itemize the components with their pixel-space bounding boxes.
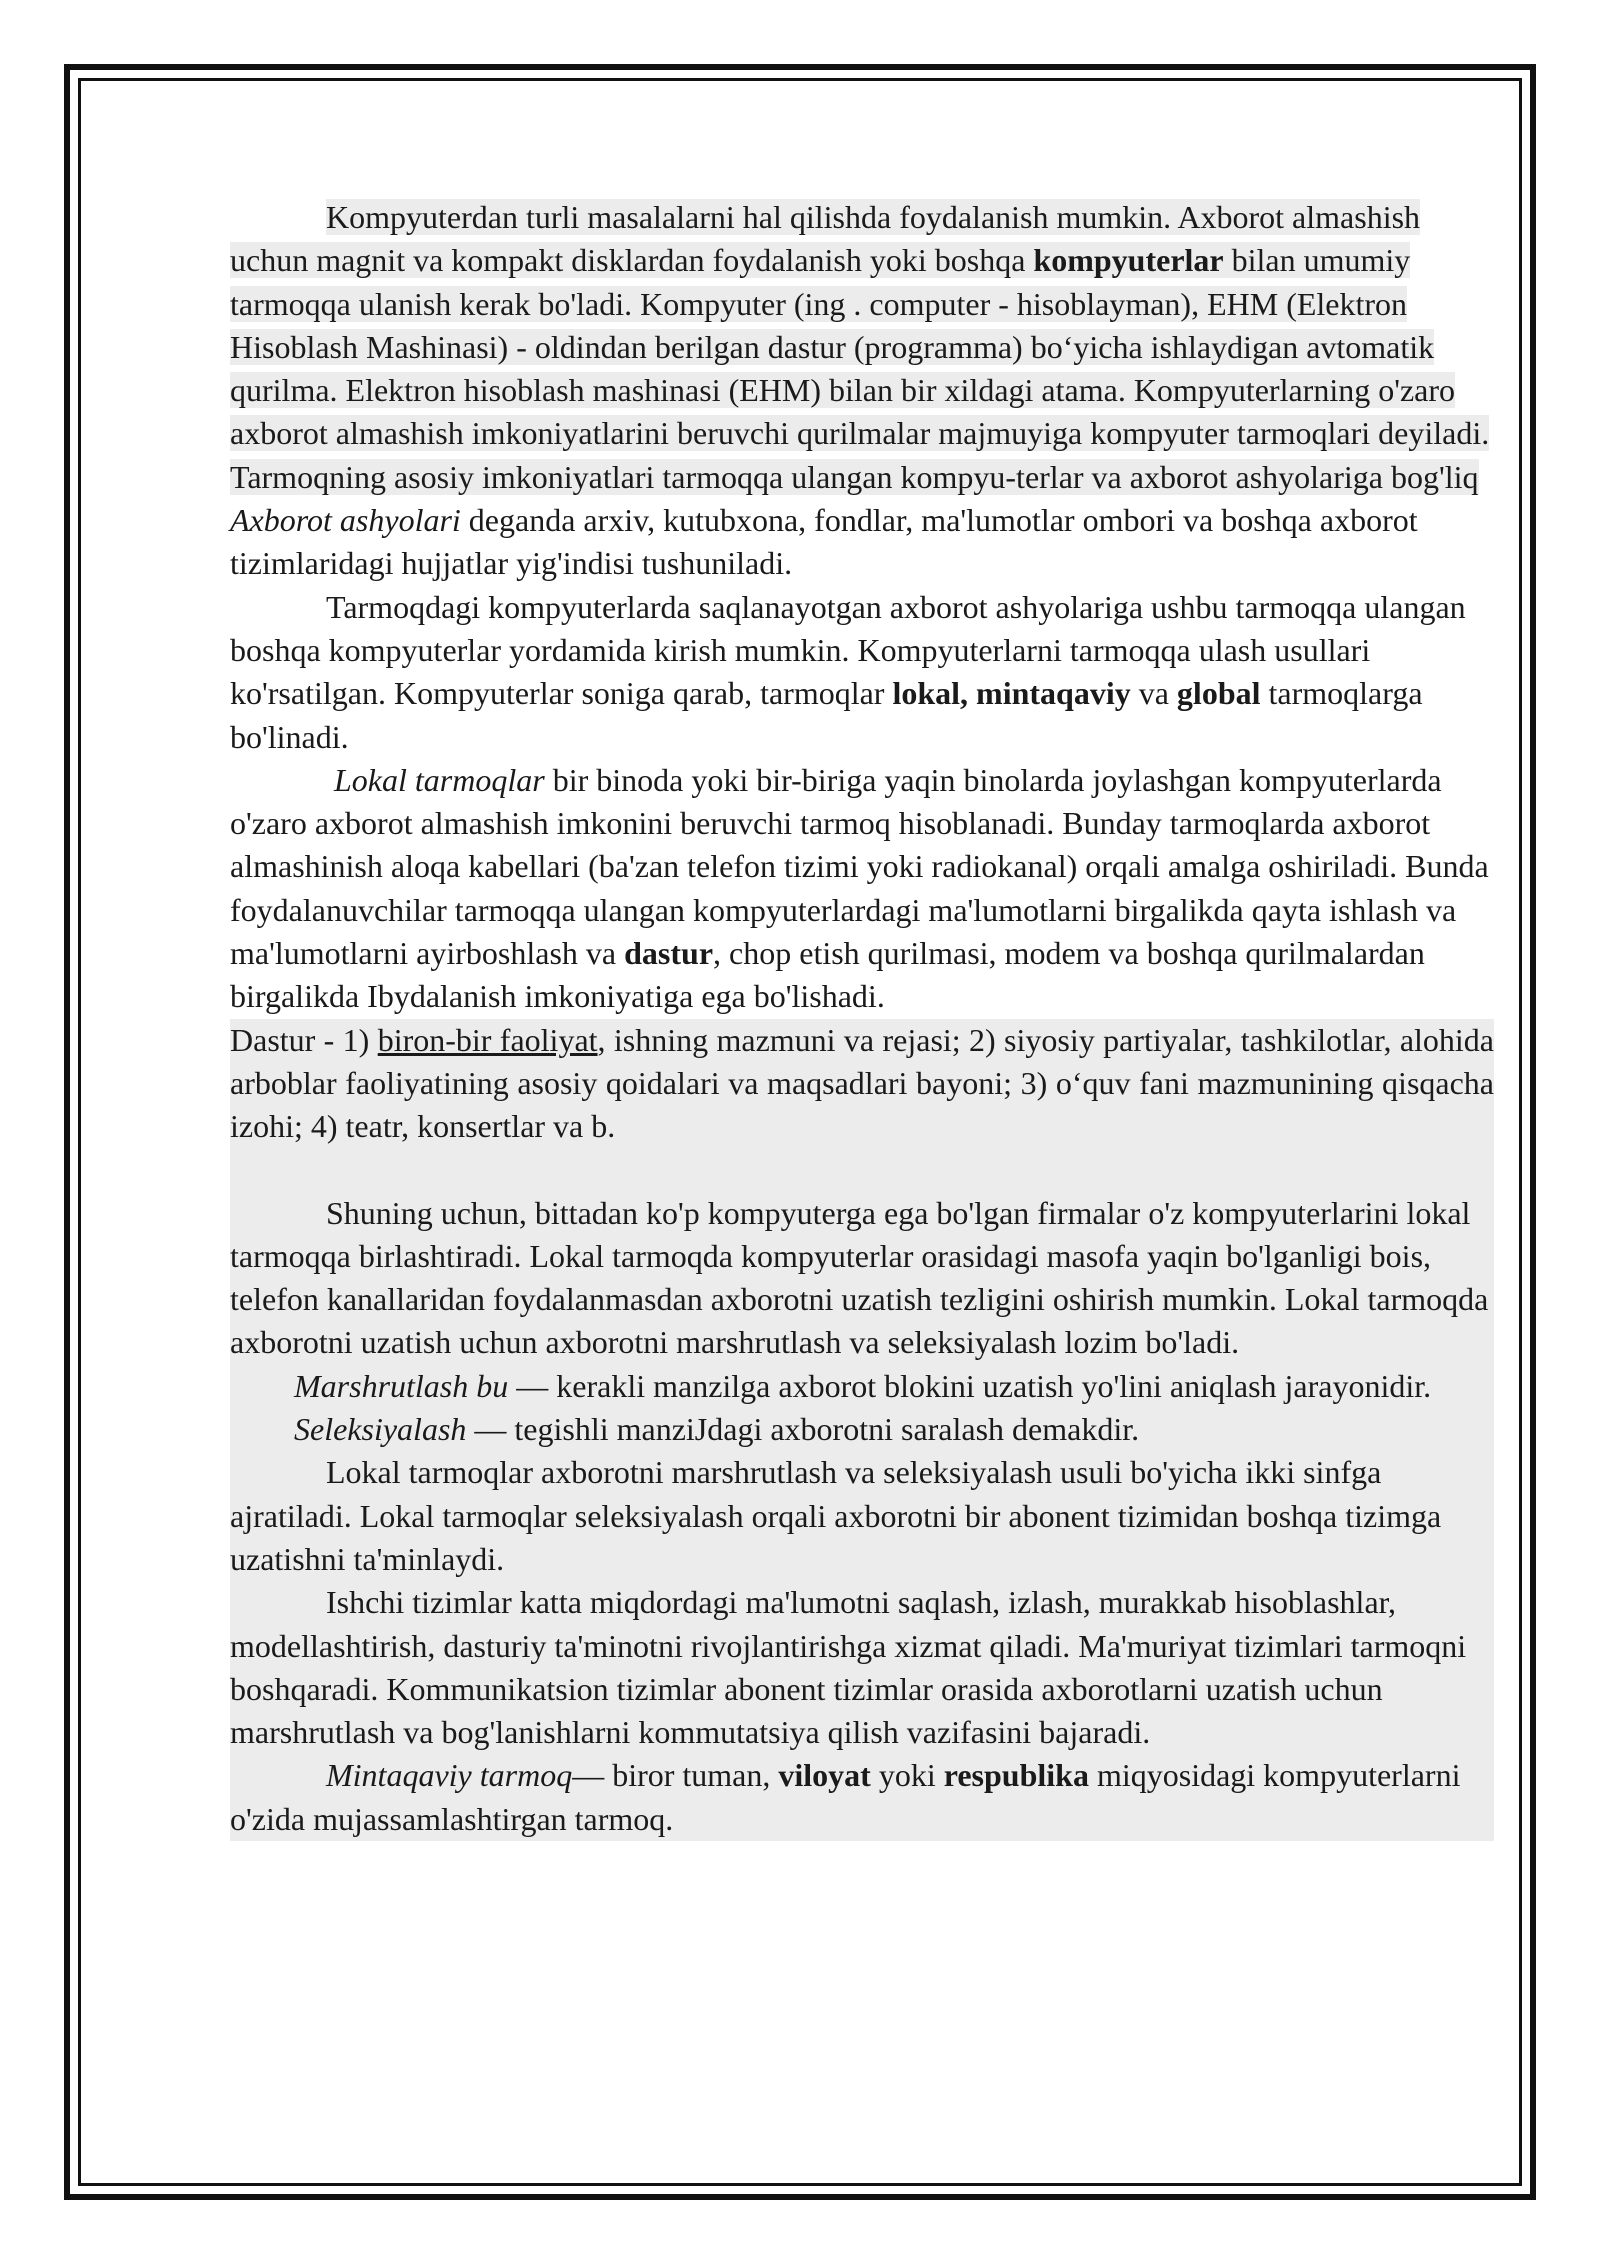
bold-term: kompyuterlar: [1033, 242, 1224, 279]
document-body: [230, 196, 1494, 1841]
text: tarmoqlarga bo'linadi.: [230, 675, 1423, 755]
text: — kerakli manzilga axborot blokini uzatish yo'lini aniqlash jarayonidir.: [508, 1367, 1432, 1404]
text: yoki: [870, 1757, 944, 1794]
text: deganda arxiv, kutubxona, fondlar, ma'lumotlar ombori va boshqa axborot tizimlaridagi hujjatlar yig'indisi tushuniladi.: [230, 502, 1418, 582]
italic-term: Mintaqaviy tarmoq: [326, 1757, 573, 1794]
paragraph-program-definition: [230, 1019, 1494, 1149]
text: Dastur - 1): [230, 1021, 378, 1058]
text: Kompyuterdan turli masalalarni hal qilishda foydalanish mumkin. Axborot almashish uchun magnit va kompakt disklardan foydalanish yoki boshqa: [230, 199, 1421, 279]
text: bir binoda yoki bir-biriga yaqin binolarda joylashgan kompyuterlarda o'zaro axborot almashish imkonini beruvchi tarmoq hisoblanadi. Bunday tarmoqlarda axborot almashinish aloqa kabellari (ba'zan telefon tizimi yoki radiokanal) orqali amalga oshiriladi. Bunda foydalanuvchilar tarmoqqa ulangan kompyuterlardagi ma'lumotlarni birgalikda qayta ishlash va ma'lumotlarni ayirboshlash va: [230, 761, 1489, 972]
paragraph-routing: [230, 1365, 1494, 1408]
paragraph-regional-network: [230, 1754, 1494, 1841]
italic-term: Lokal tarmoqlar: [334, 761, 545, 798]
paragraph-local-networks: [230, 759, 1494, 1019]
bold-term: dastur: [624, 935, 714, 972]
text: bilan umumiy tarmoqqa ulanish kerak bo'ladi. Kompyuter (ing . computer - hisoblayman), EHM (Elektron Hisoblash Mashinasi) - oldindan berilgan dastur (programma) bo‘yicha ishlaydigan avtomatik qurilma. Elektron hisoblash mashinasi (EHM) bilan bir xildagi atama. Kompyuterlarning o'zaro axborot almashish imkoniyatlarini beruvchi qurilmalar majmuyiga kompyuter tarmoqlari deyiladi. Tarmoqning asosiy imkoniyatlari tarmoqqa ulangan kompyu-terlar va axborot ashyolariga bog'liq: [230, 242, 1490, 495]
highlighted-section: [230, 1019, 1494, 1841]
paragraph-network-types: [230, 586, 1494, 759]
italic-term: Seleksiyalash: [294, 1411, 467, 1448]
text: Shuning uchun, bittadan ko'p kompyuterga ega bo'lgan firmalar o'z kompyuterlarini lokal tarmoqqa birlashtiradi. Lokal tarmoqda kompyuterlar orasidagi masofa yaqin bo'lganligi bois, telefon kanallaridan foydalanmasdan axborotni uzatish tezligini oshirish mumkin. Lokal tarmoqda axborotni uzatish uchun axborotni marshrutlash va seleksiyalash lozim bo'ladi.: [230, 1194, 1489, 1361]
paragraph-local-network-classes: [230, 1451, 1494, 1581]
bold-term: lokal, mintaqaviy: [892, 675, 1131, 712]
bold-term: viloyat: [778, 1757, 871, 1794]
paragraph-selection: [230, 1408, 1494, 1451]
text: Ishchi tizimlar katta miqdordagi ma'lumotni saqlash, izlash, murakkab hisoblashlar, modellashtirish, dasturiy ta'minotni rivojlantirishga xizmat qiladi. Ma'muriyat tizimlari tarmoqni boshqaradi. Kommunikatsion tizimlar abonent tizimlar orasida axborotlarni uzatish uchun marshrutlash va bog'lanishlarni kommutatsiya qilish vazifasini bajaradi.: [230, 1584, 1467, 1751]
text: Tarmoqdagi kompyuterlarda saqlanayotgan axborot ashyolariga ushbu tarmoqqa ulangan boshqa kompyuterlar yordamida kirish mumkin. Kompyuterlarni tarmoqqa ulash usullari ko'rsatilgan. Kompyuterlar soniga qarab, tarmoqlar: [230, 588, 1466, 712]
text: — tegishli manziJdagi axborotni saralash demakdir.: [466, 1411, 1140, 1448]
bold-term: respublika: [943, 1757, 1089, 1794]
text: , ishning mazmuni va rejasi; 2) siyosiy partiyalar, tashkilotlar, alohida arboblar faoliyatining asosiy qoidalari va maqsadlari bayoni; 3) o‘quv fani mazmunining qisqacha izohi; 4) teatr, konsertlar va b.: [230, 1021, 1495, 1145]
underlined-link-text: biron-bir faoliyat: [377, 1021, 598, 1058]
italic-term: Axborot ashyolari: [230, 502, 461, 539]
italic-term: Marshrutlash bu: [294, 1367, 509, 1404]
paragraph-information-resources: [230, 499, 1494, 586]
text: miqyosidagi kompyuterlarni o'zida mujassamlashtirgan tarmoq.: [230, 1757, 1461, 1837]
blank-line: [230, 1149, 1494, 1192]
text: , chop etish qurilmasi, modem va boshqa qurilmalardan birgalikda Ibydalanish imkoniyatiga ega bo'lishadi.: [230, 935, 1425, 1015]
text: va: [1130, 675, 1177, 712]
text: Lokal tarmoqlar axborotni marshrutlash va seleksiyalash usuli bo'yicha ikki sinfga ajratiladi. Lokal tarmoqlar seleksiyalash orqali axborotni bir abonent tizimidan boshqa tizimga uzatishni ta'minlaydi.: [230, 1454, 1442, 1577]
bold-term: global: [1176, 675, 1261, 712]
paragraph-working-systems: [230, 1581, 1494, 1754]
paragraph-local-network-firms: [230, 1192, 1494, 1365]
text: — biror tuman,: [572, 1757, 779, 1794]
paragraph-computer-definition: [230, 196, 1494, 499]
